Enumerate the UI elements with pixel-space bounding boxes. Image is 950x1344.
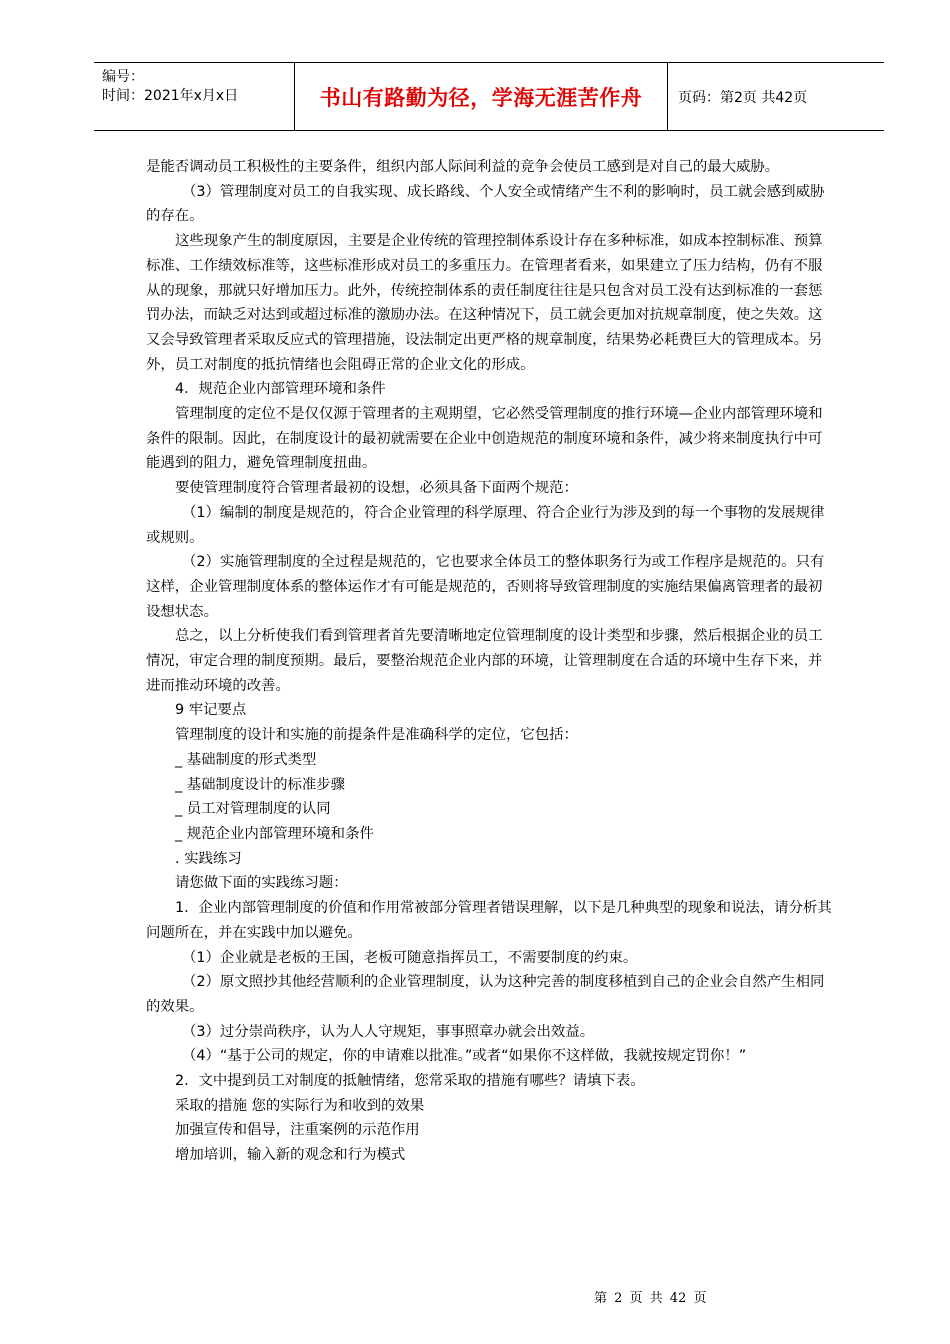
document-time-label: 时间：2021年x月x日 [102, 88, 239, 104]
table-row: 加强宣传和倡导，注重案例的示范作用 [175, 1122, 420, 1139]
section-heading: . 实践练习 [175, 850, 242, 867]
paragraph: （3）过分崇尚秩序，认为人人守规矩，事事照章办就会出效益。 [182, 1023, 595, 1040]
page-footer: 第 2 页 共 42 页 [594, 1291, 707, 1306]
paragraph: （4）“基于公司的规定，你的申请难以批准。”或者“如果你不这样做，我就按规定罚你！” [182, 1048, 747, 1065]
paragraph: 请您做下面的实践练习题： [175, 875, 348, 892]
header-page-indicator: 页码：第2页 共42页 [678, 89, 808, 106]
paragraph: 1．企业内部管理制度的价值和作用常被部分管理者错误理解，以下是几种典型的现象和说法，请分析其问题所在，并在实践中加以避免。 [146, 900, 832, 941]
section-heading: 9 牢记要点 [175, 702, 247, 719]
paragraph: 管理制度的设计和实施的前提条件是准确科学的定位，它包括： [175, 727, 578, 744]
paragraph: （2）原文照抄其他经营顺利的企业管理制度，认为这种完善的制度移植到自己的企业会自然产生相同的效果。 [146, 974, 825, 1015]
paragraph: 这些现象产生的制度原因，主要是企业传统的管理控制体系设计存在多种标准，如成本控制标准、预算标准、工作绩效标准等，这些标准形成对员工的多重压力。在管理者看来，如果建立了压力结构，仍有不服从的现象，那就只好增加压力。此外，传统控制体系的责任制度往往是只包含对员工没有达到标准的一套惩罚办法，而缺乏对达到或超过标准的激励办法。在这种情况下，员工就会更加对抗规章制度，使之失效。这又会导致管理者采取反应式的管理措施，设法制定出更严格的规章制度，结果势必耗费巨大的管理成本。另外，员工对制度的抵抗情绪也会阻碍正常的企业文化的形成。 [146, 233, 823, 373]
list-item: _ 员工对管理制度的认同 [175, 801, 331, 818]
paragraph: 是能否调动员工积极性的主要条件，组织内部人际间利益的竞争会使员工感到是对自己的最大威胁。 [146, 159, 780, 175]
section-heading: 4．规范企业内部管理环境和条件 [175, 381, 386, 398]
paragraph: 管理制度的定位不是仅仅源于管理者的主观期望，它必然受管理制度的推行环境—企业内部管理环境和条件的限制。因此，在制度设计的最初就需要在企业中创造规范的制度环境和条件，减少将来制度执行中可能遇到的阻力，避免管理制度扭曲。 [146, 406, 823, 472]
document-body [146, 155, 836, 1168]
table-header-row: 采取的措施 您的实际行为和收到的效果 [175, 1097, 425, 1114]
paragraph: 总之，以上分析使我们看到管理者首先要清晰地定位管理制度的设计类型和步骤，然后根据企业的员工情况，审定合理的制度预期。最后，要整治规范企业内部的环境，让管理制度在合适的环境中生存下来，并进而推动环境的改善。 [146, 628, 823, 694]
list-item: _ 基础制度的形式类型 [175, 751, 317, 768]
table-row: 增加培训，输入新的观念和行为模式 [175, 1147, 406, 1164]
list-item: _ 规范企业内部管理环境和条件 [175, 825, 374, 842]
paragraph: 2．文中提到员工对制度的抵触情绪，您常采取的措施有哪些？请填下表。 [175, 1073, 645, 1090]
paragraph: 要使管理制度符合管理者最初的设想，必须具备下面两个规范： [175, 480, 578, 497]
paragraph: （1）企业就是老板的王国，老板可随意指挥员工，不需要制度的约束。 [182, 949, 638, 966]
list-item: _ 基础制度设计的标准步骤 [175, 776, 346, 793]
page-header [94, 62, 884, 131]
paragraph: （2）实施管理制度的全过程是规范的，它也要求全体员工的整体职务行为或工作程序是规范的。只有这样，企业管理制度体系的整体运作才有可能是规范的，否则将导致管理制度的实施结果偏离管理者的最初设想状态。 [146, 554, 825, 620]
paragraph: （1）编制的制度是规范的，符合企业管理的科学原理、符合企业行为涉及到的每一个事物的发展规律或规则。 [146, 504, 825, 546]
paragraph: （3）管理制度对员工的自我实现、成长路线、个人安全或情绪产生不利的影响时，员工就会感到威胁的存在。 [146, 183, 825, 225]
header-motto: 书山有路勤为径，学海无涯苦作舟 [294, 63, 668, 130]
document-number-label: 编号： [102, 69, 144, 85]
header-info [94, 63, 294, 130]
